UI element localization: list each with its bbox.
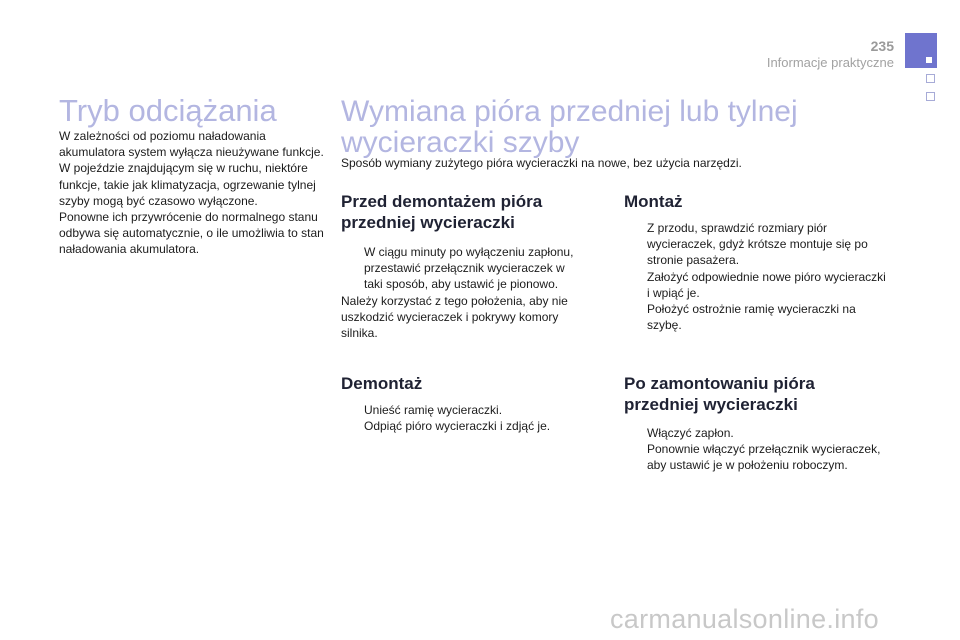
list-item (341, 418, 586, 434)
section-heading: Demontaż (341, 374, 423, 393)
list-item (624, 301, 886, 333)
before-removal-section (341, 191, 586, 341)
list-item-text: Odpiąć pióro wycieraczki i zdjąć je. (364, 419, 551, 434)
section-heading: Po zamontowaniu pióra przedniej wycieraczki (624, 374, 815, 414)
right-title: Wymiana pióra przedniej lub tylnej wycieraczki szyby (341, 95, 798, 159)
installation-section (624, 191, 886, 333)
list-item (624, 269, 886, 301)
tab-square-icon (926, 57, 932, 63)
bullet-list (624, 220, 886, 333)
removal-section (341, 373, 586, 434)
list-item (624, 220, 886, 269)
section-heading: Montaż (624, 192, 683, 211)
bullet-list (341, 402, 586, 434)
right-intro: Sposób wymiany zużytego pióra wycieraczki na nowe, bez użycia narzędzi. (341, 156, 742, 170)
left-paragraph: W pojeździe znajdującym się w ruchu, niektóre funkcje, takie jak klimatyzacja, ogrzewanie tylnej szyby mogą być czasowo wyłączone. (59, 161, 316, 208)
left-paragraph: W zależności od poziomu naładowania akumulatora system wyłącza nieużywane funkcje. (59, 129, 324, 160)
chapter-tab-active[interactable] (905, 33, 937, 68)
list-item-text: Ponownie włączyć przełącznik wycieraczek, aby ustawić je w położeniu roboczym. (647, 442, 881, 473)
chapter-tab-box[interactable] (926, 74, 935, 83)
note-text: Należy korzystać z tego położenia, aby nie uszkodzić wycieraczek i pokrywy komory silnika. (341, 293, 568, 341)
chapter-tab-box[interactable] (926, 92, 935, 101)
watermark: carmanualsonline.info (610, 604, 879, 634)
page-number: 235 (870, 38, 894, 54)
left-paragraph: Ponowne ich przywrócenie do normalnego stanu odbywa się automatycznie, o ile umożliwia to stan naładowania akumulatora. (59, 210, 324, 257)
bullet-list (624, 425, 886, 474)
after-installation-section (624, 373, 886, 474)
list-item-text: W ciągu minuty po wyłączeniu zapłonu, przestawić przełącznik wycieraczek w taki sposób, aby ustawić je pionowo. (364, 245, 574, 292)
left-body (59, 128, 324, 258)
list-item (341, 244, 586, 293)
list-item-text: Z przodu, sprawdzić rozmiary piór wycieraczek, gdyż krótsze montuje się po stronie pasażera. (647, 221, 868, 268)
list-item-text: Włączyć zapłon. (647, 426, 734, 440)
list-item-text: Założyć odpowiednie nowe pióro wycieraczki i wpiąć je. (647, 269, 886, 300)
list-item-text: Położyć ostrożnie ramię wycieraczki na szybę. (647, 302, 856, 333)
section-heading: Przed demontażem pióra przedniej wycieraczki (341, 192, 543, 232)
section-name: Informacje praktyczne (766, 55, 894, 70)
left-title: Tryb odciążania (59, 93, 277, 128)
list-item-text: Unieść ramię wycieraczki. (364, 403, 503, 417)
list-item (624, 441, 886, 473)
list-item (341, 402, 586, 418)
bullet-list (341, 244, 586, 293)
list-item (624, 425, 886, 441)
